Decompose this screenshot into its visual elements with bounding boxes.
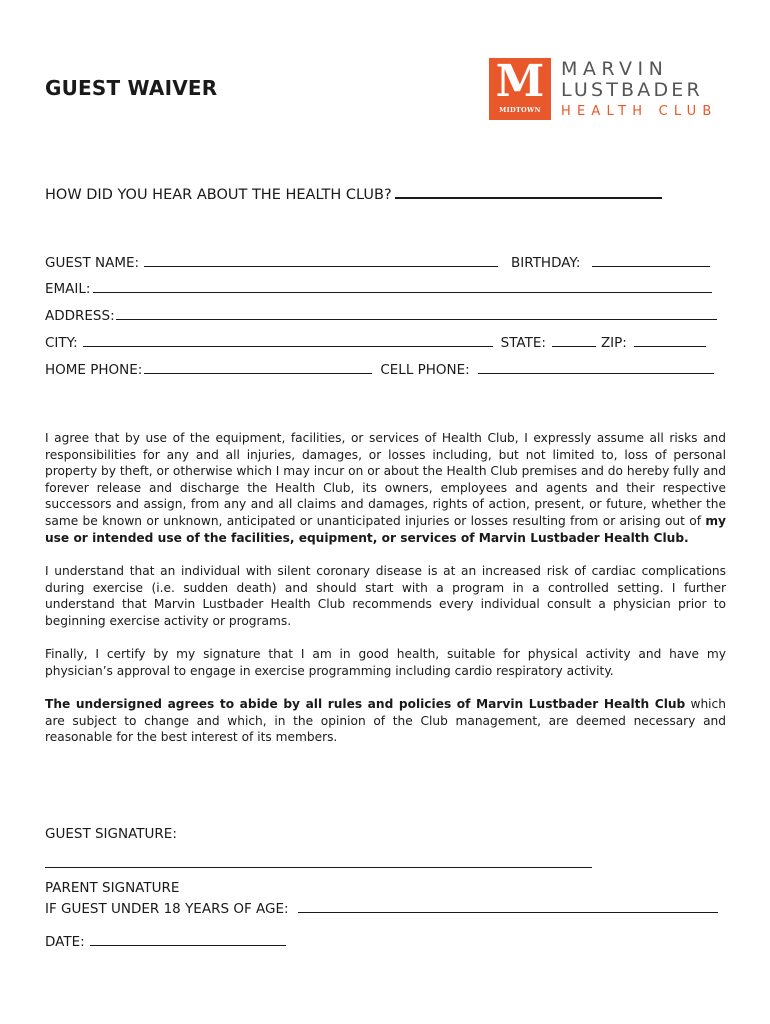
date-field[interactable]	[90, 932, 286, 946]
cell-phone-label: CELL PHONE:	[380, 362, 470, 378]
address-row	[45, 306, 717, 324]
birthday-label: BIRTHDAY:	[511, 255, 581, 271]
release-emphasis: my use or intended use of the facilities, equipment, or services of Marvin Lustbader Health Club.	[45, 513, 726, 545]
email-label: EMAIL:	[45, 281, 91, 297]
logo-line-1: MARVIN	[561, 58, 669, 80]
state-label: STATE:	[500, 335, 546, 351]
page-title: GUEST WAIVER	[45, 76, 218, 100]
home-phone-label: HOME PHONE:	[45, 362, 143, 378]
logo-emblem	[489, 58, 551, 120]
address-field[interactable]	[116, 306, 717, 320]
zip-field[interactable]	[634, 333, 706, 347]
zip-label: ZIP:	[600, 335, 627, 351]
waiver-paragraph-certification: Finally, I certify by my signature that I am in good health, suitable for physical activity and have my physician’s approval to engage in exercise programming including cardio respiratory activity.	[45, 647, 726, 678]
guest-signature-field[interactable]	[45, 867, 592, 868]
parent-signature-field[interactable]	[298, 899, 718, 913]
waiver-paragraph-health-risk: I understand that an individual with silent coronary disease is at an increased risk of cardiac complications during exercise (i.e. sudden death) and should start with a program in a controlled setting. I further understand that Marvin Lustbader Health Club recommends every individual consult a physician prior to beginning exercise activity or programs.	[45, 564, 726, 628]
city-field[interactable]	[83, 333, 493, 347]
date-row	[45, 932, 286, 950]
waiver-paragraph-release	[45, 430, 726, 546]
hear-about-field[interactable]	[395, 184, 662, 199]
city-label: CITY:	[45, 335, 78, 351]
email-field[interactable]	[93, 279, 712, 293]
logo-tag: MIDTOWN	[499, 106, 541, 114]
logo-letter: M	[495, 56, 545, 107]
city-row	[45, 333, 706, 351]
phone-row	[45, 360, 714, 378]
rules-emphasis: The undersigned agrees to abide by all rules and policies of Marvin Lustbader Health Club	[45, 697, 686, 711]
address-label: ADDRESS:	[45, 308, 115, 324]
guest-name-field[interactable]	[144, 253, 498, 267]
email-row	[45, 279, 712, 297]
rules-text: which are subject to change and which, in the opinion of the Club management, are deemed necessary and reasonable for the best interest of its members.	[45, 697, 726, 745]
state-field[interactable]	[552, 333, 596, 347]
logo-line-2: LUSTBADER	[561, 79, 703, 101]
under-18-label: IF GUEST UNDER 18 YEARS OF AGE:	[45, 901, 289, 917]
guest-name-row	[45, 253, 710, 271]
birthday-field[interactable]	[592, 253, 710, 267]
guest-name-label: GUEST NAME:	[45, 255, 140, 271]
home-phone-field[interactable]	[144, 360, 372, 374]
hear-about-row	[45, 184, 662, 203]
release-text: I agree that by use of the equipment, facilities, or services of Health Club, I expressly assume all risks and responsibilities for any and all injuries, damages, or losses including, but not limited to, loss of personal property by theft, or otherwise which I may incur on or about the Health Club premises and do hereby fully and forever release and discharge the Health Club, its owners, employees and agents and their respective successors and assign, from any and all claims and damages, rights of action, present, or future, whether the same be known or unknown, anticipated or unanticipated injuries or losses resulting from or arising out of	[45, 431, 726, 528]
parent-signature-label: PARENT SIGNATURE	[45, 880, 180, 896]
guest-signature-label: GUEST SIGNATURE:	[45, 826, 177, 842]
date-label: DATE:	[45, 934, 85, 950]
waiver-paragraph-rules	[45, 696, 726, 746]
parent-signature-row	[45, 899, 718, 917]
cell-phone-field[interactable]	[478, 360, 714, 374]
logo-line-3: HEALTH CLUB	[561, 104, 718, 119]
hear-about-label: HOW DID YOU HEAR ABOUT THE HEALTH CLUB?	[45, 187, 392, 203]
club-logo	[489, 58, 721, 122]
